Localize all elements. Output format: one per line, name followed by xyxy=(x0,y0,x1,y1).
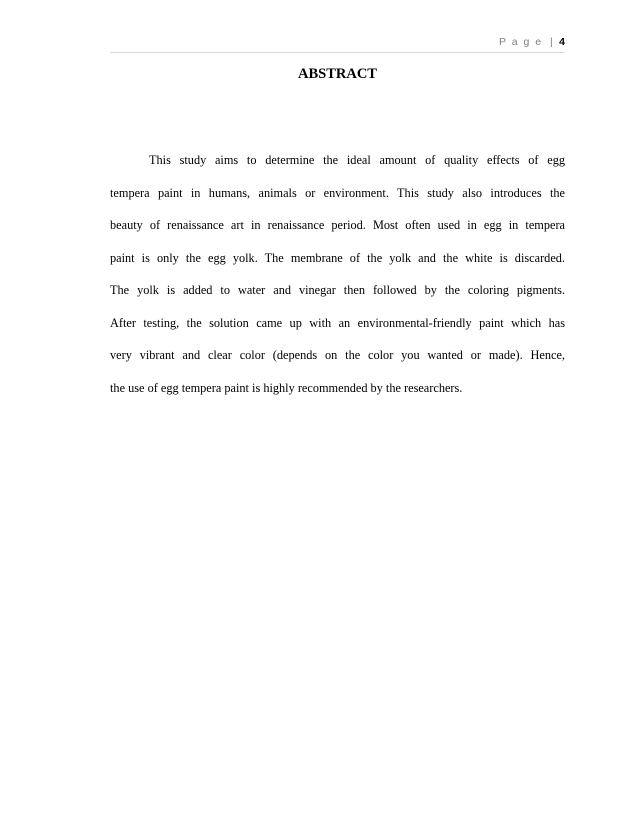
page-number: 4 xyxy=(559,36,565,48)
abstract-line: tempera paint in humans, animals or environment. This study also introduces the xyxy=(110,185,565,200)
page-label: P a g e xyxy=(498,36,543,48)
abstract-line: The yolk is added to water and vinegar then followed by the coloring pigments. xyxy=(110,283,565,297)
abstract-line: the use of egg tempera paint is highly recommended by the researchers. xyxy=(110,380,463,395)
abstract-line: paint is only the egg yolk. The membrane of the yolk and the white is discarded. xyxy=(110,250,565,265)
abstract-line: After testing, the solution came up with an environmental-friendly paint which has xyxy=(110,315,565,330)
abstract-line: very vibrant and clear color (depends on the color you wanted or made). Hence, xyxy=(110,348,565,362)
abstract-line: beauty of renaissance art in renaissance period. Most often used in egg in tempera xyxy=(110,218,565,232)
header-divider xyxy=(110,52,565,53)
abstract-title: ABSTRACT xyxy=(298,66,377,82)
page-header xyxy=(110,36,565,56)
page-separator: | xyxy=(550,36,553,48)
abstract-body xyxy=(110,150,565,410)
abstract-line: This study aims to determine the ideal amount of quality effects of egg xyxy=(149,153,565,167)
